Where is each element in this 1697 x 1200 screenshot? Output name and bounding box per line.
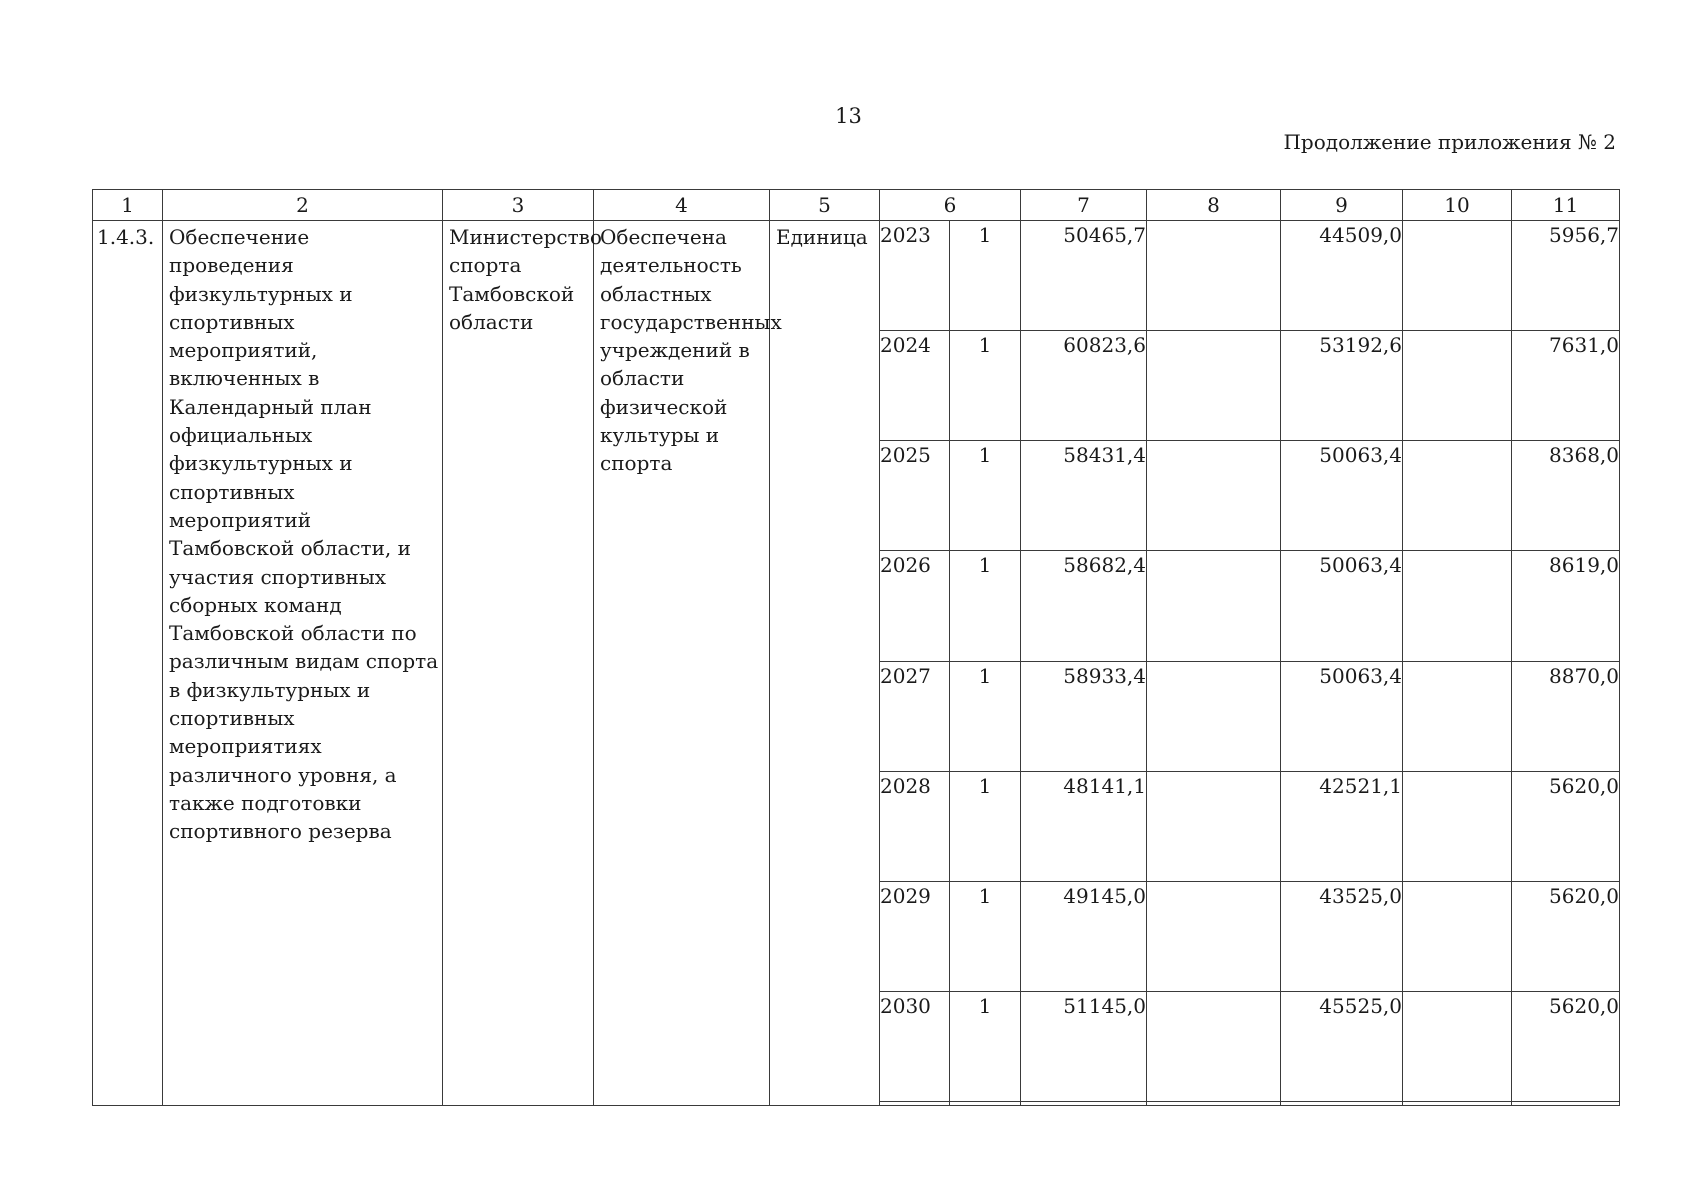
total-cell: 58682,4 <box>1021 551 1147 661</box>
other-cell: 8368,0 <box>1512 441 1620 551</box>
column-number-11: 11 <box>1512 190 1620 221</box>
col8-cell <box>1147 771 1281 881</box>
col10-cell <box>1403 551 1512 661</box>
filler-cell <box>1021 1102 1147 1106</box>
year-cell: 2025 <box>880 441 950 551</box>
regional-cell: 53192,6 <box>1281 331 1403 441</box>
appendix-note: Продолжение приложения № 2 <box>1283 130 1616 154</box>
col8-cell <box>1147 661 1281 771</box>
column-number-3: 3 <box>443 190 594 221</box>
col8-cell <box>1147 331 1281 441</box>
col8-cell <box>1147 991 1281 1101</box>
col8-cell <box>1147 551 1281 661</box>
count-cell: 1 <box>950 771 1021 881</box>
count-cell: 1 <box>950 441 1021 551</box>
column-number-8: 8 <box>1147 190 1281 221</box>
col10-cell <box>1403 221 1512 331</box>
filler-cell <box>880 1102 950 1106</box>
total-cell: 48141,1 <box>1021 771 1147 881</box>
total-cell: 60823,6 <box>1021 331 1147 441</box>
year-cell: 2030 <box>880 991 950 1101</box>
col10-cell <box>1403 331 1512 441</box>
column-number-1: 1 <box>93 190 163 221</box>
col10-cell <box>1403 661 1512 771</box>
filler-cell <box>1403 1102 1512 1106</box>
other-cell: 8619,0 <box>1512 551 1620 661</box>
data-table <box>92 189 1620 1106</box>
total-cell: 58431,4 <box>1021 441 1147 551</box>
other-cell: 5620,0 <box>1512 881 1620 991</box>
total-cell: 51145,0 <box>1021 991 1147 1101</box>
column-number-10: 10 <box>1403 190 1512 221</box>
col8-cell <box>1147 221 1281 331</box>
result-cell: Обеспечена деятельность областных государственных учреждений в области физической культуры и спорта <box>594 221 770 1106</box>
count-cell: 1 <box>950 551 1021 661</box>
table-row <box>93 221 1620 331</box>
activity-cell: Обеспечение проведения физкультурных и спортивных мероприятий, включенных в Календарный план официальных физкультурных и спортивных мероприятий Тамбовской области, и участия спортивных сборных команд Тамбовской области по различным видам спорта в физкультурных и спортивных мероприятиях различного уровня, а также подготовки спортивного резерва <box>163 221 443 1106</box>
count-cell: 1 <box>950 331 1021 441</box>
unit-cell: Единица <box>770 221 880 1106</box>
year-cell: 2026 <box>880 551 950 661</box>
other-cell: 5956,7 <box>1512 221 1620 331</box>
count-cell: 1 <box>950 661 1021 771</box>
column-number-row <box>93 190 1620 221</box>
regional-cell: 42521,1 <box>1281 771 1403 881</box>
year-cell: 2024 <box>880 331 950 441</box>
year-cell: 2027 <box>880 661 950 771</box>
col10-cell <box>1403 881 1512 991</box>
count-cell: 1 <box>950 881 1021 991</box>
col8-cell <box>1147 441 1281 551</box>
col10-cell <box>1403 771 1512 881</box>
regional-cell: 43525,0 <box>1281 881 1403 991</box>
row-code: 1.4.3. <box>93 221 163 1106</box>
year-cell: 2023 <box>880 221 950 331</box>
count-cell: 1 <box>950 991 1021 1101</box>
year-cell: 2028 <box>880 771 950 881</box>
column-number-6: 6 <box>880 190 1021 221</box>
column-number-5: 5 <box>770 190 880 221</box>
other-cell: 8870,0 <box>1512 661 1620 771</box>
regional-cell: 44509,0 <box>1281 221 1403 331</box>
col8-cell <box>1147 881 1281 991</box>
count-cell: 1 <box>950 221 1021 331</box>
col10-cell <box>1403 991 1512 1101</box>
col10-cell <box>1403 441 1512 551</box>
other-cell: 7631,0 <box>1512 331 1620 441</box>
page-number: 13 <box>835 104 862 128</box>
column-number-9: 9 <box>1281 190 1403 221</box>
regional-cell: 50063,4 <box>1281 661 1403 771</box>
filler-cell <box>950 1102 1021 1106</box>
column-number-7: 7 <box>1021 190 1147 221</box>
regional-cell: 45525,0 <box>1281 991 1403 1101</box>
total-cell: 49145,0 <box>1021 881 1147 991</box>
other-cell: 5620,0 <box>1512 771 1620 881</box>
regional-cell: 50063,4 <box>1281 551 1403 661</box>
other-cell: 5620,0 <box>1512 991 1620 1101</box>
filler-cell <box>1281 1102 1403 1106</box>
column-number-4: 4 <box>594 190 770 221</box>
total-cell: 58933,4 <box>1021 661 1147 771</box>
year-cell: 2029 <box>880 881 950 991</box>
executor-cell: Министерство спорта Тамбовской области <box>443 221 594 1106</box>
filler-cell <box>1147 1102 1281 1106</box>
column-number-2: 2 <box>163 190 443 221</box>
regional-cell: 50063,4 <box>1281 441 1403 551</box>
filler-cell <box>1512 1102 1620 1106</box>
total-cell: 50465,7 <box>1021 221 1147 331</box>
